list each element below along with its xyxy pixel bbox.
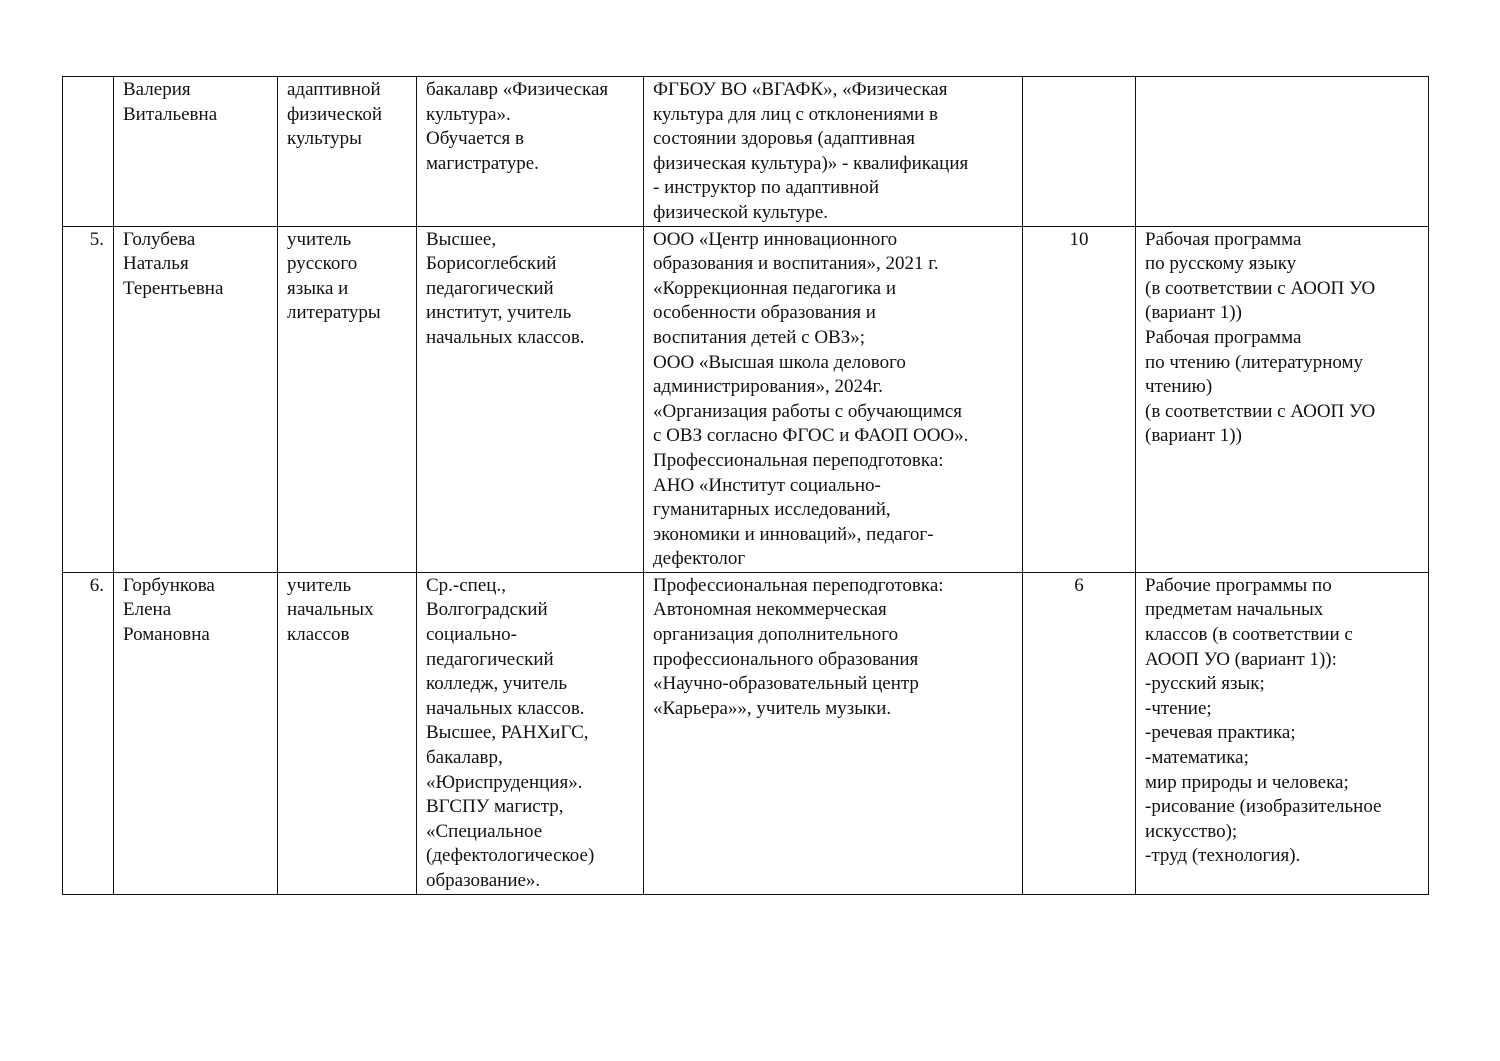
hours-cell bbox=[1023, 77, 1136, 227]
position-cell: учитель русского языка и литературы bbox=[278, 226, 417, 572]
row-number-cell bbox=[63, 77, 114, 227]
position-cell: адаптивной физической культуры bbox=[278, 77, 417, 227]
training-cell: ФГБОУ ВО «ВГАФК», «Физическая культура для лиц с отклонениями в состоянии здоровья (адаптивная физическая культура)» - квалификация - инструктор по адаптивной физической культуре. bbox=[644, 77, 1023, 227]
hours-cell: 10 bbox=[1023, 226, 1136, 572]
position-cell: учитель начальных классов bbox=[278, 572, 417, 894]
hours-cell: 6 bbox=[1023, 572, 1136, 894]
table-row bbox=[63, 572, 1429, 894]
teacher-name-cell: Голубева Наталья Терентьевна bbox=[114, 226, 278, 572]
teacher-name-cell: Валерия Витальевна bbox=[114, 77, 278, 227]
programs-cell bbox=[1136, 77, 1429, 227]
training-cell: ООО «Центр инновационного образования и воспитания», 2021 г. «Коррекционная педагогика и особенности образования и воспитания детей с ОВЗ»; ООО «Высшая школа делового администрирования», 2024г. «Организация работы с обучающимся с ОВЗ согласно ФГОС и ФАОП ООО». Профессиональная переподготовка: АНО «Институт социально- гуманитарных исследований, экономики и инноваций», педагог- дефектолог bbox=[644, 226, 1023, 572]
row-number-cell: 5. bbox=[63, 226, 114, 572]
training-cell: Профессиональная переподготовка: Автономная некоммерческая организация дополнительного профессионального образования «Научно-образовательный центр «Карьера»», учитель музыки. bbox=[644, 572, 1023, 894]
education-cell: Ср.-спец., Волгоградский социально- педагогический колледж, учитель начальных классов. Высшее, РАНХиГС, бакалавр, «Юриспруденция». ВГСПУ магистр, «Специальное (дефектологическое) образование». bbox=[417, 572, 644, 894]
staff-table bbox=[62, 76, 1429, 895]
education-cell: Высшее, Борисоглебский педагогический институт, учитель начальных классов. bbox=[417, 226, 644, 572]
programs-cell: Рабочая программа по русскому языку (в соответствии с АООП УО (вариант 1)) Рабочая программа по чтению (литературному чтению) (в соответствии с АООП УО (вариант 1)) bbox=[1136, 226, 1429, 572]
teacher-name-cell: Горбункова Елена Романовна bbox=[114, 572, 278, 894]
programs-cell: Рабочие программы по предметам начальных классов (в соответствии с АООП УО (вариант 1)): -русский язык; -чтение; -речевая практика; -математика; мир природы и человека; -рисование (изобразительное искусство); -труд (технология). bbox=[1136, 572, 1429, 894]
table-row bbox=[63, 77, 1429, 227]
row-number-cell: 6. bbox=[63, 572, 114, 894]
table-row bbox=[63, 226, 1429, 572]
education-cell: бакалавр «Физическая культура». Обучается в магистратуре. bbox=[417, 77, 644, 227]
